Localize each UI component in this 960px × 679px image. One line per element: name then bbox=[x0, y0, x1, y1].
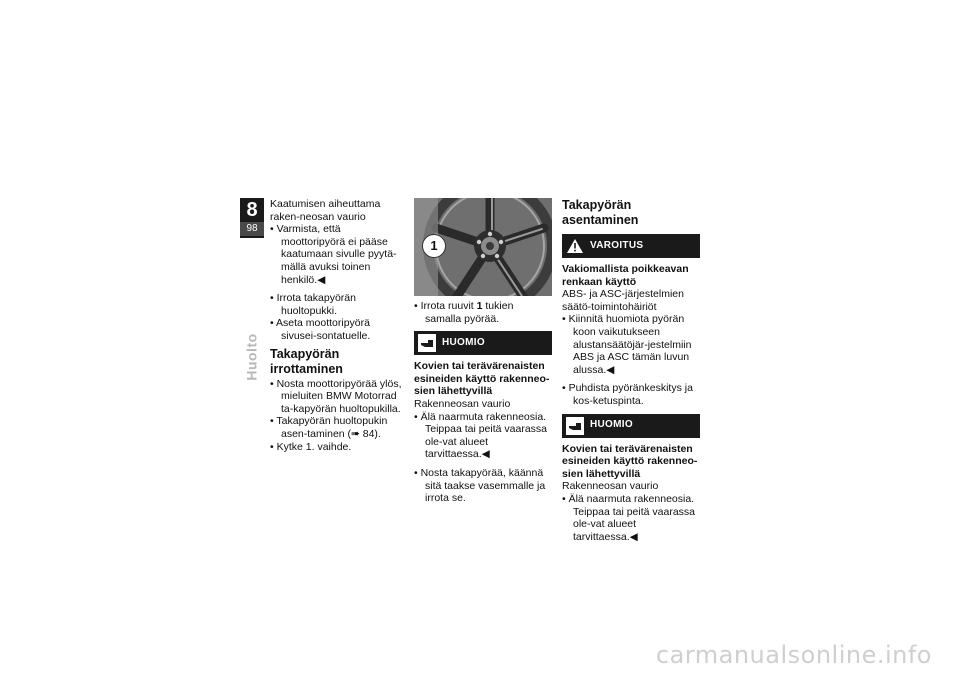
notice-banner bbox=[414, 331, 552, 355]
warning-label: VAROITUS bbox=[590, 239, 644, 251]
list-item: • Aseta moottoripyörä sivusei-sontatuelle. bbox=[270, 317, 406, 342]
hazard-text: Kaatumisen aiheuttama raken-neosan vaurio bbox=[270, 198, 381, 223]
watermark: carmanualsonline.info bbox=[655, 641, 932, 669]
column-2 bbox=[414, 198, 552, 505]
list-item: • Irrota ruuvit 1 tukien samalla pyörää. bbox=[414, 300, 552, 325]
notice-title: Kovien tai terävärenaisten esineiden käyttö rakenneo-sien lähettyvillä bbox=[414, 360, 550, 398]
notice-banner bbox=[562, 414, 700, 438]
warning-triangle-icon bbox=[566, 237, 584, 255]
list-item: • Älä naarmuta rakenneosia. Teippaa tai peitä vaarassa ole-vat alueet tarvittaessa.◀ bbox=[562, 493, 700, 543]
column-3 bbox=[562, 198, 700, 543]
chapter-badge bbox=[240, 198, 264, 238]
section-heading: Takapyörän irrottaminen bbox=[270, 346, 343, 376]
chapter-number: 8 bbox=[246, 199, 258, 221]
list-item: • Puhdista pyöränkeskitys ja kos-ketuspinta. bbox=[562, 382, 700, 407]
warning-banner bbox=[562, 234, 700, 258]
section-side-label bbox=[240, 312, 264, 402]
list-item: • Varmista, että moottoripyörä ei pääse kaatumaan sivulle pyytä-mällä avuksi toinen henkilö.◀ bbox=[270, 223, 406, 286]
list-item: • Älä naarmuta rakenneosia. Teippaa tai peitä vaarassa ole-vat alueet tarvittaessa.◀ bbox=[414, 411, 552, 461]
list-item: • Takapyörän huoltopukin asen-taminen (➠ 84). bbox=[270, 415, 406, 440]
section-name: Huolto bbox=[244, 333, 261, 381]
notice-hand-icon bbox=[418, 334, 436, 352]
notice-label: HUOMIO bbox=[442, 336, 485, 348]
list-item: • Nosta takapyörää, käännä sitä taakse vasemmalle ja irrota se. bbox=[414, 467, 552, 505]
list-item: • Kiinnitä huomiota pyörän koon vaikutukseen alustansäätöjär-jestelmiin ABS ja ASC tämän luvun alussa.◀ bbox=[562, 313, 700, 376]
section-heading: Takapyörän asentaminen bbox=[562, 198, 639, 227]
notice-text: Rakenneosan vaurio bbox=[562, 480, 659, 493]
notice-text: Rakenneosan vaurio bbox=[414, 397, 511, 410]
list-item: • Nosta moottoripyörää ylös, mieluiten BMW Motorrad ta-kapyörän huoltopukilla. bbox=[270, 378, 406, 416]
warning-text: ABS- ja ASC-järjestelmien säätö-toimintohäiriöt bbox=[562, 288, 684, 313]
notice-title: Kovien tai terävärenaisten esineiden käyttö rakenneo-sien lähettyvillä bbox=[562, 442, 698, 480]
notice-label: HUOMIO bbox=[590, 419, 633, 431]
page-number: 98 bbox=[240, 222, 264, 236]
list-item: • Irrota takapyörän huoltopukki. bbox=[270, 292, 406, 317]
warning-title: Vakiomallista poikkeavan renkaan käyttö bbox=[562, 263, 689, 288]
rear-wheel-photo bbox=[414, 198, 552, 296]
list-item: • Kytke 1. vaihde. bbox=[270, 441, 406, 454]
notice-hand-icon bbox=[566, 417, 584, 435]
callout-number: 1 bbox=[422, 234, 446, 258]
column-1 bbox=[270, 198, 406, 453]
